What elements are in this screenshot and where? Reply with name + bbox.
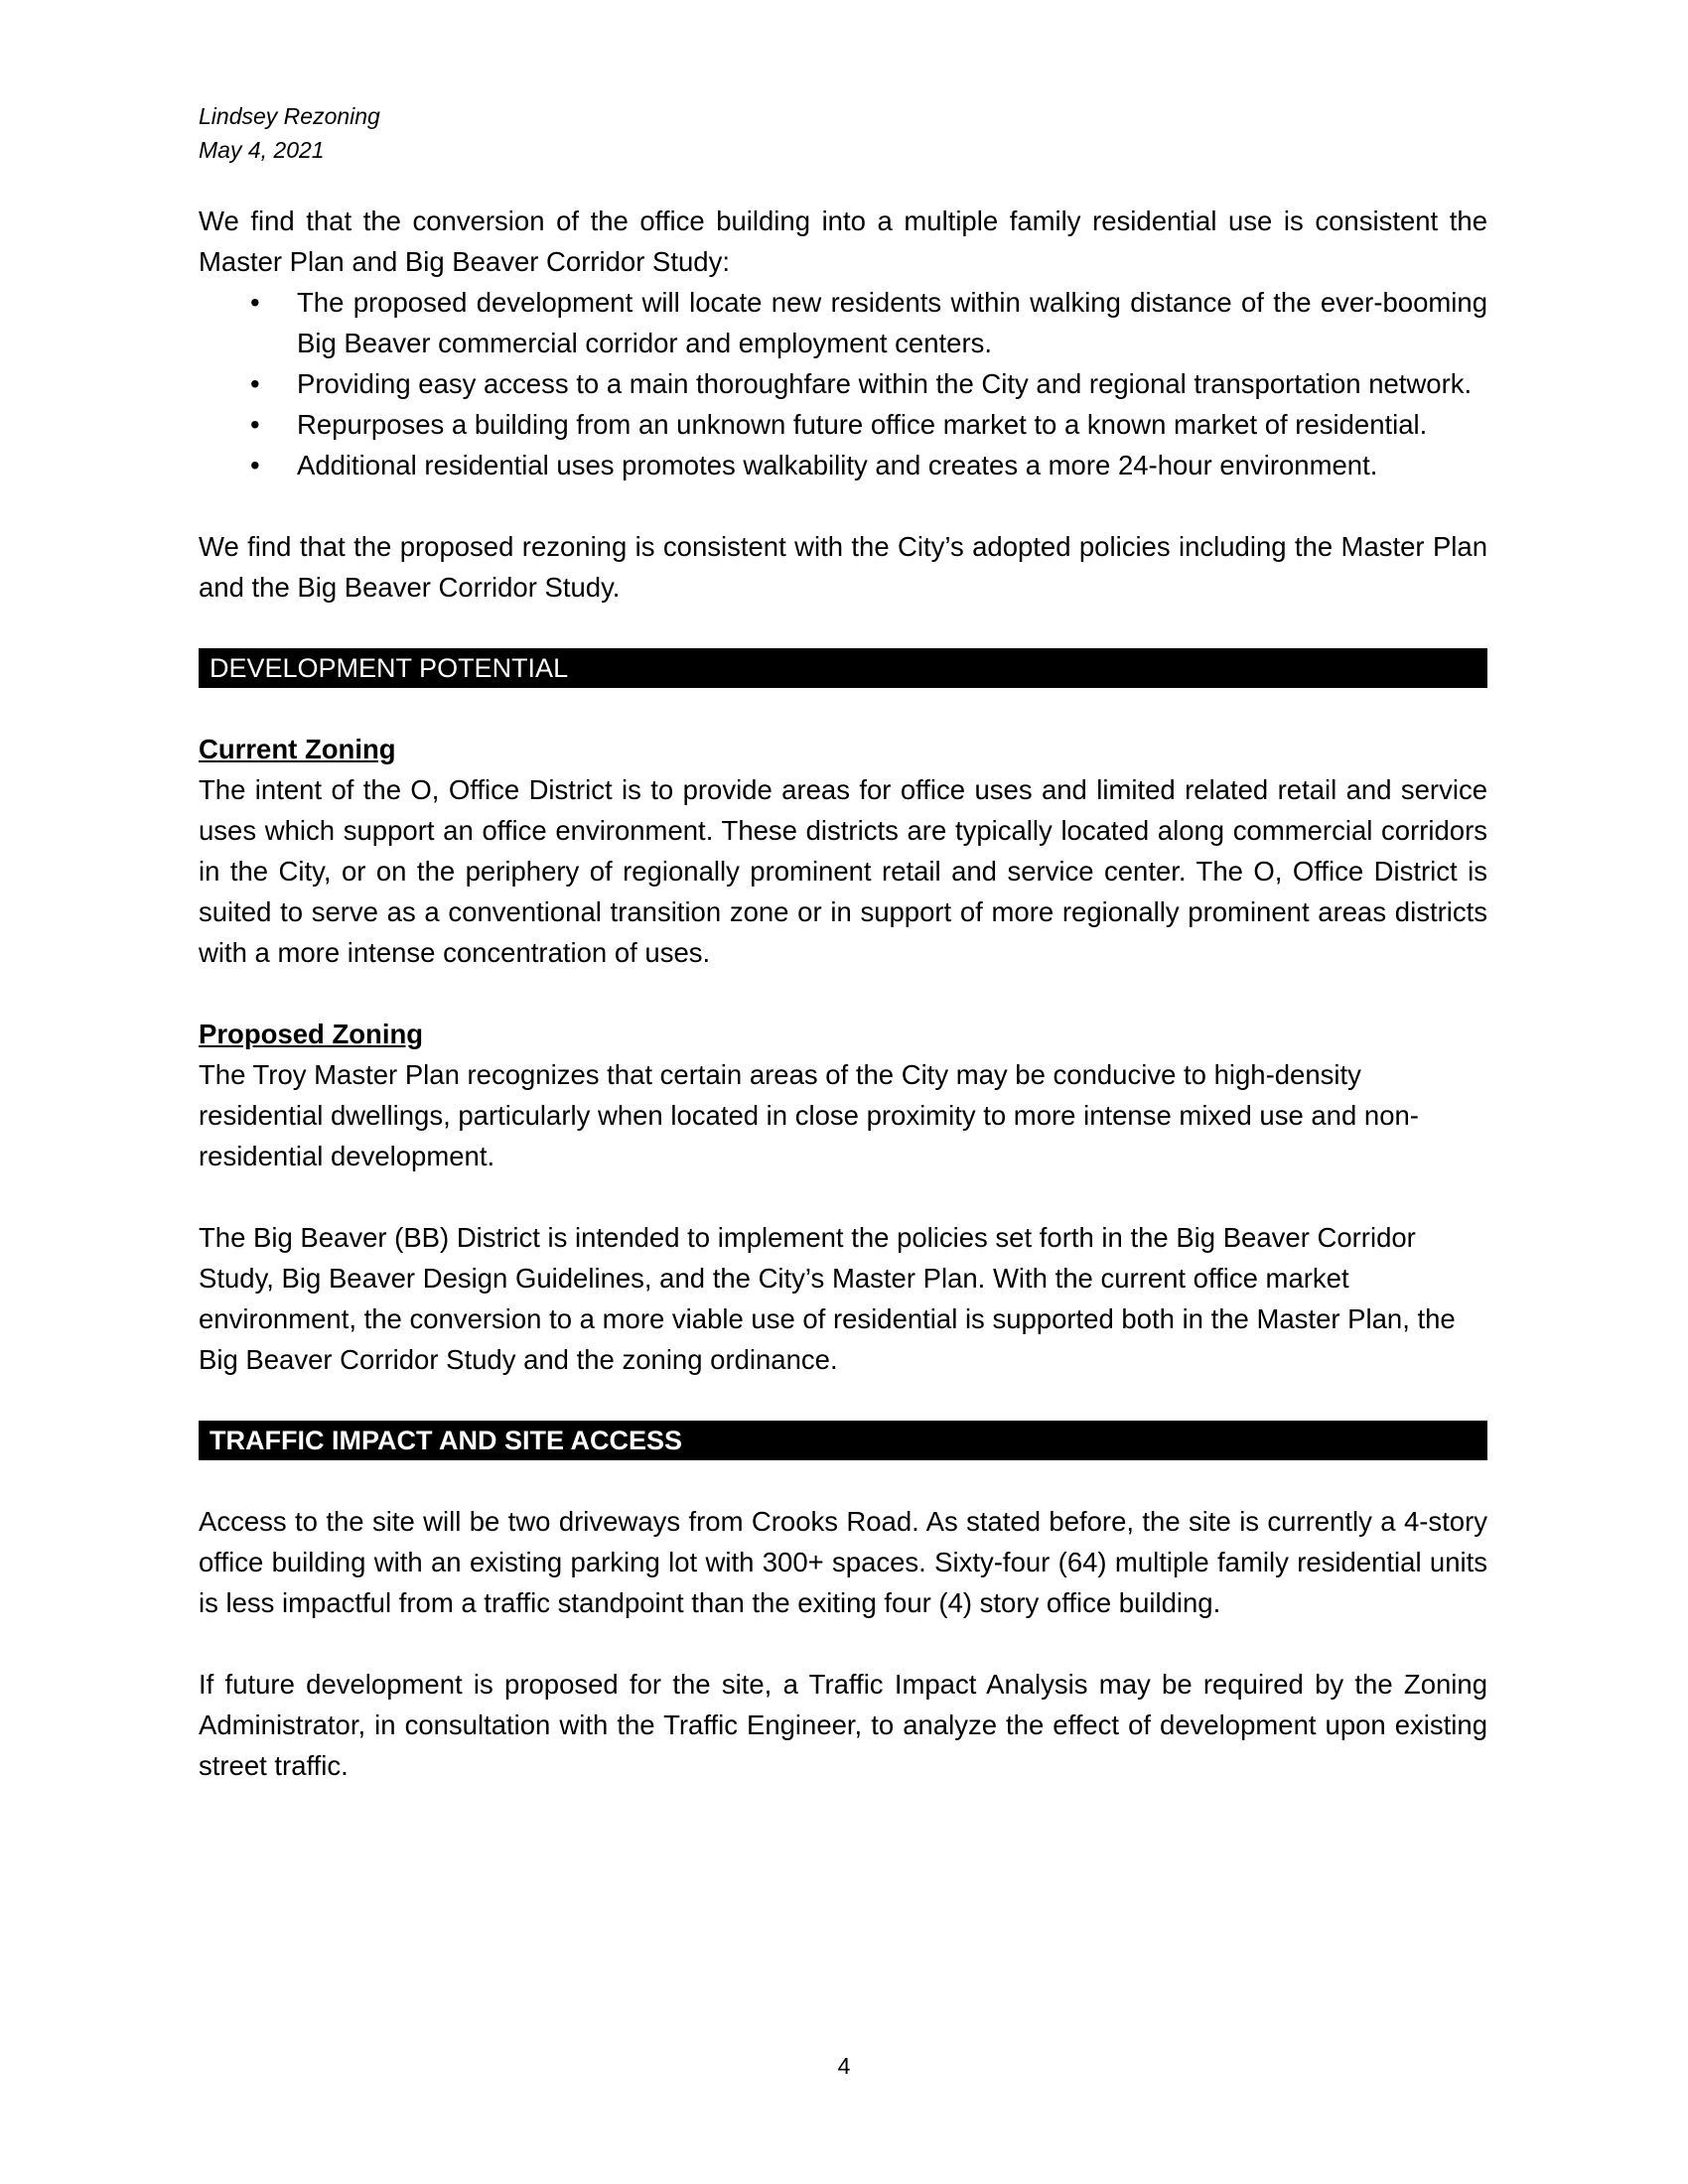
proposed-zoning-paragraph: The Troy Master Plan recognizes that certain areas of the City may be conducive to high-density residential dwellings, particularly when located in close proximity to more intense mixed use and non-residential development. [199, 1059, 1419, 1171]
bullet-icon: • [250, 368, 260, 399]
bullet-text: The proposed development will locate new residents within walking distance of the ever-booming Big Beaver commercial corridor and employment centers. [297, 287, 1487, 358]
current-zoning-paragraph: The intent of the O, Office District is to provide areas for office uses and limited related retail and service uses which support an office environment. These districts are typically located along commercial corridors in the City, or on the periphery of regionally prominent retail and service center. The O, Office District is suited to serve as a conventional transition zone or in support of more regionally prominent areas districts with a more intense concentration of uses. [199, 774, 1487, 968]
section-header-traffic-impact: TRAFFIC IMPACT AND SITE ACCESS [199, 1421, 1487, 1460]
bullet-icon: • [250, 450, 260, 480]
header-date: May 4, 2021 [199, 137, 325, 163]
proposed-zoning-heading: Proposed Zoning [199, 1019, 424, 1049]
finding-paragraph: We find that the proposed rezoning is consistent with the City’s adopted policies including the Master Plan and the Big Beaver Corridor Study. [199, 531, 1487, 603]
bullet-text: Additional residential uses promotes walkability and creates a more 24-hour environment. [297, 450, 1378, 480]
page-number: 4 [837, 2053, 851, 2079]
list-item [199, 363, 1487, 404]
consistency-bullet-list [199, 282, 1487, 485]
document-body [199, 201, 1487, 1786]
current-zoning-heading: Current Zoning [199, 734, 396, 764]
bullet-text: Repurposes a building from an unknown future office market to a known market of residential. [297, 409, 1428, 440]
traffic-analysis-paragraph: If future development is proposed for the site, a Traffic Impact Analysis may be required by the Zoning Administrator, in consultation with the Traffic Engineer, to analyze the effect of development upon existing street traffic. [199, 1669, 1487, 1781]
list-item [199, 404, 1487, 445]
section-header-development-potential: DEVELOPMENT POTENTIAL [199, 648, 1487, 688]
list-item [199, 282, 1487, 363]
big-beaver-paragraph: The Big Beaver (BB) District is intended to implement the policies set forth in the Big Beaver Corridor Study, Big Beaver Design Guidelines, and the City’s Master Plan. With the current office market environment, the conversion to a more viable use of residential is supported both in the Master Plan, the Big Beaver Corridor Study and the zoning ordinance. [199, 1222, 1456, 1375]
site-access-paragraph: Access to the site will be two driveways from Crooks Road. As stated before, the site is currently a 4-story office building with an existing parking lot with 300+ spaces. Sixty-four (64) multiple family residential units is less impactful from a traffic standpoint than the exiting four (4) story office building. [199, 1506, 1487, 1618]
running-header [199, 99, 380, 167]
header-title: Lindsey Rezoning [199, 103, 380, 129]
bullet-icon: • [250, 409, 260, 440]
list-item [199, 445, 1487, 485]
bullet-text: Providing easy access to a main thoroughfare within the City and regional transportation network. [297, 368, 1473, 399]
bullet-icon: • [250, 287, 260, 318]
intro-paragraph: We find that the conversion of the office building into a multiple family residential use is consistent the Master Plan and Big Beaver Corridor Study: [199, 205, 1487, 277]
